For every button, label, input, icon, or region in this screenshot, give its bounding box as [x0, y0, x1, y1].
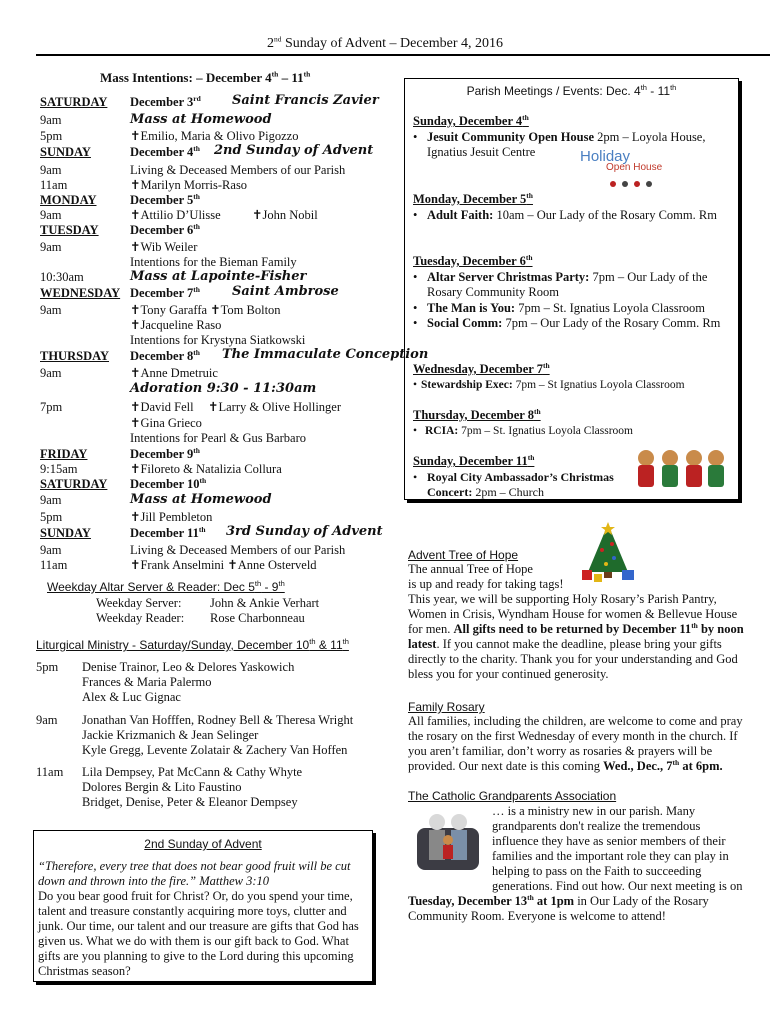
event-social-comm: • Social Comm: 7pm – Our Lady of the Rosary Comm. Rm [413, 316, 723, 331]
mass-intention: ✝Emilio, Maria & Olivo Pigozzo [130, 129, 299, 143]
mass-day-time: SATURDAY [40, 477, 108, 491]
ministry-names: Lila Dempsey, Pat McCann & Cathy Whyte [82, 765, 303, 779]
weekday-reader-label: Weekday Reader: [96, 611, 185, 625]
page-title: 2nd Sunday of Advent – December 4, 2016 [266, 34, 504, 51]
mass-intention: ✝Anne Dmetruic [130, 366, 218, 380]
ministry-names: Bridget, Denise, Peter & Eleanor Dempsey [82, 795, 298, 809]
mass-day-time: 9am [40, 163, 62, 177]
event-rcia: • RCIA: 7pm – St. Ignatius Loyola Classroom [413, 424, 723, 439]
mass-date: December 4th [130, 143, 200, 159]
event-date-monday: Monday, December 5th [413, 190, 533, 206]
advent-box-title: 2nd Sunday of Advent [144, 837, 262, 851]
mass-intention: Living & Deceased Members of our Parish [130, 163, 346, 177]
mass-intention: ✝Filoreto & Natalizia Collura [130, 462, 282, 476]
grandparents-line: grandparents don't realize the tremendous [492, 819, 701, 833]
mass-day-time: FRIDAY [40, 447, 88, 461]
mass-date: December 11th [130, 524, 206, 540]
mass-intention: ✝David Fell [130, 400, 194, 414]
christmas-tree-icon [578, 520, 638, 584]
grandparents-line: generations. Find out how. Our next meeting is on [492, 879, 743, 893]
special-mass-title: Adoration 9:30 - 11:30am [130, 381, 317, 396]
rosary-line: provided. Our next date is this coming Wed., Dec., 7th at 6pm. [408, 757, 723, 773]
mass-day-time: 10:30am [40, 270, 84, 284]
ministry-names: Jackie Krizmanich & Jean Selinger [82, 728, 259, 742]
event-jesuit-open-house: • Jesuit Community Open House 2pm – Loyola House, Ignatius Jesuit Centre [413, 130, 723, 160]
ministry-names: Denise Trainor, Leo & Delores Yaskowich [82, 660, 295, 674]
tree-line: is up and ready for taking tags! [408, 577, 564, 591]
feast-day-title: The Immaculate Conception [222, 347, 429, 362]
event-stewardship-exec: • Stewardship Exec: 7pm – St Ignatius Loyola Classroom [413, 378, 733, 393]
ministry-time: 9am [36, 713, 58, 727]
mass-day-time: 7pm [40, 400, 63, 414]
advent-reflection-box [33, 830, 373, 982]
tree-line: The annual Tree of Hope [408, 562, 533, 576]
event-date-thursday: Thursday, December 8th [413, 406, 541, 422]
parish-meetings-heading: Parish Meetings / Events: Dec. 4th - 11th [466, 83, 677, 98]
tree-line: latest. If you cannot make the deadline, please bring your gifts [408, 637, 722, 651]
event-date-sunday-11: Sunday, December 11th [413, 452, 535, 468]
ministry-names: Kyle Gregg, Levente Zolatair & Zachery Van Hoffen [82, 743, 348, 757]
holiday-open-house-graphic [580, 148, 680, 188]
event-adult-faith: • Adult Faith: 10am – Our Lady of the Rosary Comm. Rm [413, 208, 723, 223]
feast-day-title: Saint Francis Zavier [232, 93, 379, 108]
carolers-graphic [630, 446, 730, 490]
mass-intention: ✝Jill Pembleton [130, 510, 213, 524]
mass-date: December 6th [130, 221, 200, 237]
rosary-line: you aren’t familiar, don’t worry as rosaries & prayers will be [408, 744, 713, 758]
mass-intention: ✝Jacqueline Raso [130, 318, 222, 332]
tree-line: This year, we will be supporting Holy Rosary’s Parish Pantry, [408, 592, 717, 606]
mass-date: December 7th [130, 284, 200, 300]
mass-intention: Living & Deceased Members of our Parish [130, 543, 346, 557]
mass-date: December 3rd [130, 93, 201, 109]
mass-intention: ✝Attilio D’Ulisse [130, 208, 221, 222]
ministry-names: Alex & Luc Gignac [82, 690, 181, 704]
mass-day-time: SUNDAY [40, 145, 91, 159]
tree-line: bless you for your continued generosity. [408, 667, 609, 681]
mass-date: December 5th [130, 191, 200, 207]
rosary-line: All families, including the children, are welcome to come and pray [408, 714, 743, 728]
special-mass-title: Mass at Homewood [130, 492, 272, 507]
mass-intention: ✝Larry & Olive Hollinger [208, 400, 342, 414]
mass-date: December 10th [130, 475, 207, 491]
grandparents-icon [413, 808, 483, 874]
mass-day-time: 5pm [40, 510, 63, 524]
event-date-tuesday: Tuesday, December 6th [413, 252, 533, 268]
mass-intention: Intentions for Krystyna Siatkowski [130, 333, 306, 347]
grandparents-line: … is a ministry new in our parish. Many [492, 804, 696, 818]
mass-day-time: 9am [40, 543, 62, 557]
mass-day-time: WEDNESDAY [40, 286, 121, 300]
grandparents-line: Tuesday, December 13th at 1pm in Our Lady of the Rosary [408, 892, 709, 908]
tree-line: Women in Crisis, Wyndham House for women & Bellevue House [408, 607, 738, 621]
mass-intention: Intentions for Pearl & Gus Barbaro [130, 431, 307, 445]
ministry-names: Jonathan Van Hofffen, Rodney Bell & Theresa Wright [82, 713, 354, 727]
feast-day-title: 3rd Sunday of Advent [226, 524, 383, 539]
special-mass-title: Mass at Homewood [130, 112, 272, 127]
ministry-names: Dolores Bergin & Lito Faustino [82, 780, 242, 794]
event-date-sunday: Sunday, December 4th [413, 112, 529, 128]
mass-day-time: THURSDAY [40, 349, 110, 363]
mass-intention: ✝Wib Weiler [130, 240, 198, 254]
event-man-is-you: • The Man is You: 7pm – St. Ignatius Loyola Classroom [413, 301, 723, 316]
advent-box-body: Do you bear good fruit for Christ? Or, do you spend your time, talent and treasure constantly acquiring more toys, clutter and junk. Our time, our talent and our treasure are gifts that God has given us. What we do with them is our gift back to God. What gifts are you planning to give to the Lord during this upcoming Christmas season? [38, 889, 359, 978]
mass-day-time: 9am [40, 303, 62, 317]
altar-server-heading: Weekday Altar Server & Reader: Dec 5th - 9th [47, 579, 285, 594]
mass-day-time: MONDAY [40, 193, 97, 207]
holiday-word: Holiday [580, 148, 631, 165]
mass-intention: ✝Frank Anselmini ✝Anne Osterveld [130, 558, 317, 572]
feast-day-title: 2nd Sunday of Advent [214, 143, 374, 158]
ornament-icon [610, 176, 652, 190]
ministry-time: 5pm [36, 660, 59, 674]
mass-date: December 8th [130, 347, 200, 363]
mass-intention: ✝Tony Garaffa ✝Tom Bolton [130, 303, 281, 317]
mass-intention: ✝Gina Grieco [130, 416, 202, 430]
header-divider [36, 54, 770, 56]
ministry-time: 11am [36, 765, 64, 779]
weekday-server-value: John & Ankie Verhart [210, 596, 320, 610]
mass-day-time: 11am [40, 558, 68, 572]
mass-day-time: 11am [40, 178, 68, 192]
mass-day-time: 9am [40, 240, 62, 254]
event-date-wednesday: Wednesday, December 7th [413, 360, 550, 376]
mass-day-time: 5pm [40, 129, 63, 143]
mass-day-time: 9am [40, 208, 62, 222]
open-house-word: Open House [606, 162, 663, 173]
mass-date: December 9th [130, 445, 200, 461]
grandparents-line: families and the important role they can play in [492, 849, 729, 863]
rosary-line: the rosary on the first Wednesday of every month in the church. If [408, 729, 738, 743]
mass-day-time: SATURDAY [40, 95, 108, 109]
event-royal-city-concert: • Royal City Ambassador’s Christmas Concert: 2pm – Church [413, 470, 633, 500]
weekday-server-label: Weekday Server: [96, 596, 182, 610]
mass-day-time: SUNDAY [40, 526, 91, 540]
special-mass-title: Mass at Lapointe-Fisher [130, 269, 307, 284]
advent-box-quote: “Therefore, every tree that does not bear good fruit will be cut down and thrown into the fire.” Matthew 3:10 [38, 859, 351, 888]
feast-day-title: Saint Ambrose [232, 284, 339, 299]
mass-intention: ✝Marilyn Morris-Raso [130, 178, 248, 192]
weekday-reader-value: Rose Charbonneau [210, 611, 305, 625]
mass-day-time: 9:15am [40, 462, 78, 476]
grandparents-line: helping to pass on the Faith to succeeding [492, 864, 702, 878]
mass-intention: Intentions for the Bieman Family [130, 255, 297, 269]
grandparents-line: Community Room. Everyone is welcome to attend! [408, 909, 666, 923]
ministry-names: Frances & Maria Palermo [82, 675, 212, 689]
family-rosary-heading: Family Rosary [408, 700, 485, 714]
grandparents-heading: The Catholic Grandparents Association [408, 789, 617, 803]
advent-tree-heading: Advent Tree of Hope [408, 548, 519, 562]
grandparents-line: influence they have as senior members of their [492, 834, 726, 848]
mass-intention: ✝John Nobil [252, 208, 318, 222]
liturgical-ministry-heading: Liturgical Ministry - Saturday/Sunday, December 10th & 11th [36, 637, 349, 652]
event-altar-server-party: • Altar Server Christmas Party: 7pm – Our Lady of the Rosary Community Room [413, 270, 723, 300]
mass-day-time: 9am [40, 113, 62, 127]
mass-day-time: TUESDAY [40, 223, 99, 237]
mass-day-time: 9am [40, 366, 62, 380]
mass-intentions-heading: Mass Intentions: – December 4th – 11th [100, 69, 311, 85]
tree-line: for men. All gifts need to be returned by December 11th by noon [408, 620, 744, 636]
tree-line: directly to the charity. Thank you for your understanding and God [408, 652, 738, 666]
mass-day-time: 9am [40, 493, 62, 507]
